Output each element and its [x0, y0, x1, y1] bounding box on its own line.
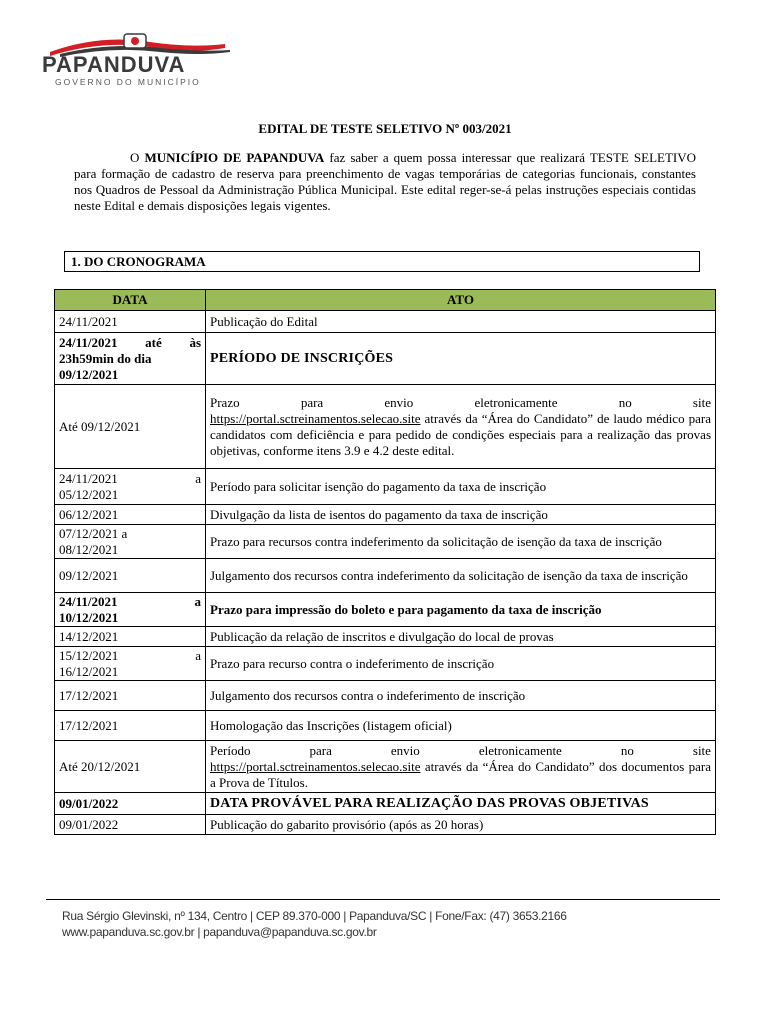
date-at: às	[189, 334, 201, 350]
table-row	[55, 627, 716, 647]
act-word: envio	[384, 394, 414, 410]
footer-divider	[46, 899, 720, 900]
act-word: eletronicamente	[478, 742, 562, 758]
row-date: Até 20/12/2021	[55, 741, 206, 793]
act-word: envio	[390, 742, 420, 758]
act-word: no	[620, 742, 634, 758]
table-row	[55, 525, 716, 559]
document-title: EDITAL DE TESTE SELETIVO Nº 003/2021	[258, 121, 512, 136]
logo-name: PAPANDUVA	[42, 52, 186, 77]
table-row	[55, 681, 716, 711]
date-end: 16/12/2021	[59, 663, 119, 679]
footer-address: Rua Sérgio Glevinski, nº 134, Centro | CEP 89.370-000 | Papanduva/SC | Fone/Fax: (47) 3653.2166	[62, 909, 567, 923]
row-date: 17/12/2021	[55, 711, 206, 741]
row-act: Publicação do gabarito provisório (após as 20 horas)	[206, 815, 716, 835]
row-act: Prazo para recursos contra indeferimento da solicitação de isenção da taxa de inscrição	[206, 525, 716, 559]
header-date: DATA	[55, 290, 206, 311]
act-word: para	[300, 394, 324, 410]
portal-link[interactable]: https://portal.sctreinamentos.selecao.site	[210, 758, 421, 774]
date-end: 08/12/2021	[59, 541, 119, 557]
date-start: 15/12/2021	[59, 647, 119, 663]
act-rest: através da “Área do Candidato” de laudo médico para candidatos com deficiência e para pedido de condições especiais para a realização das provas objetivas, conforme itens 3.9 e 4.2 deste edital.	[210, 410, 711, 458]
papanduva-logo	[40, 30, 235, 90]
footer	[62, 908, 567, 940]
date-start: 24/11/2021	[59, 593, 118, 609]
row-date	[55, 593, 206, 627]
intro-lead: O	[130, 150, 145, 165]
table-row	[55, 559, 716, 593]
date-start: 24/11/2021	[59, 334, 118, 350]
act-word: no	[618, 394, 632, 410]
table-row	[55, 793, 716, 815]
act-word: eletronicamente	[474, 394, 558, 410]
table-row	[55, 741, 716, 793]
section-title: 1. DO CRONOGRAMA	[64, 251, 700, 272]
date-sep: a	[195, 470, 201, 486]
act-word: site	[692, 394, 711, 410]
table-row	[55, 385, 716, 469]
intro-municipio: MUNICÍPIO DE PAPANDUVA	[144, 150, 325, 165]
date-end: 05/12/2021	[59, 486, 119, 502]
row-act: Divulgação da lista de isentos do pagamento da taxa de inscrição	[206, 505, 716, 525]
schedule-table	[54, 289, 716, 835]
table-row	[55, 333, 716, 385]
row-act	[206, 385, 716, 469]
portal-link[interactable]: https://portal.sctreinamentos.selecao.site	[210, 410, 421, 426]
date-sep: a	[194, 593, 201, 609]
row-act: Prazo para impressão do boleto e para pagamento da taxa de inscrição	[206, 593, 716, 627]
act-word: para	[309, 742, 332, 758]
row-act: Publicação do Edital	[206, 311, 716, 333]
row-date: 09/12/2021	[55, 559, 206, 593]
table-row	[55, 505, 716, 525]
row-act: Julgamento dos recursos contra o indeferimento de inscrição	[206, 681, 716, 711]
date-sep: a	[195, 647, 201, 663]
table-row	[55, 593, 716, 627]
footer-contact: www.papanduva.sc.gov.br | papanduva@papanduva.sc.gov.br	[62, 925, 377, 939]
row-act: Homologação das Inscrições (listagem oficial)	[206, 711, 716, 741]
act-word: Prazo	[210, 394, 240, 410]
date-time: 23h59min do dia	[59, 350, 152, 366]
row-date	[55, 525, 206, 559]
logo-subtitle: GOVERNO DO MUNICÍPIO	[55, 77, 201, 87]
row-date: 06/12/2021	[55, 505, 206, 525]
row-act: Prazo para recurso contra o indeferimento de inscrição	[206, 647, 716, 681]
row-act: Publicação da relação de inscritos e divulgação do local de provas	[206, 627, 716, 647]
row-act: PERÍODO DE INSCRIÇÕES	[206, 333, 716, 385]
row-date	[55, 647, 206, 681]
act-rest: através da “Área do Candidato” dos documentos para a Prova de Títulos.	[210, 758, 711, 790]
table-row	[55, 711, 716, 741]
row-act: DATA PROVÁVEL PARA REALIZAÇÃO DAS PROVAS OBJETIVAS	[206, 793, 716, 815]
header-act: ATO	[206, 290, 716, 311]
table-row	[55, 647, 716, 681]
table-row	[55, 311, 716, 333]
row-date: Até 09/12/2021	[55, 385, 206, 469]
row-act: Período para solicitar isenção do pagamento da taxa de inscrição	[206, 469, 716, 505]
row-date: 14/12/2021	[55, 627, 206, 647]
row-date: 09/01/2022	[55, 815, 206, 835]
date-start: 24/11/2021	[59, 470, 118, 486]
table-header-row	[55, 290, 716, 311]
row-date	[55, 333, 206, 385]
date-until: até	[145, 334, 162, 350]
intro-text: faz saber a quem possa interessar que realizará TESTE SELETIVO para formação de cadastro de reserva para preenchimento de vagas temporárias de categorias funcionais, constantes nos Quadros de Pessoal da Administração Pública Municipal. Este edital reger-se-á pelas instruções especiais contidas neste Edital e demais disposições legais vigentes.	[74, 150, 697, 213]
date-start: 07/12/2021 a	[59, 525, 128, 541]
table-row	[55, 815, 716, 835]
row-date: 24/11/2021	[55, 311, 206, 333]
table-row	[55, 469, 716, 505]
row-act	[206, 741, 716, 793]
row-date	[55, 469, 206, 505]
row-act: Julgamento dos recursos contra indeferimento da solicitação de isenção da taxa de inscrição	[206, 559, 716, 593]
date-end: 09/12/2021	[59, 366, 119, 382]
act-word: site	[692, 742, 711, 758]
row-date: 09/01/2022	[55, 793, 206, 815]
row-date: 17/12/2021	[55, 681, 206, 711]
date-end: 10/12/2021	[59, 609, 119, 625]
intro-paragraph	[74, 150, 696, 214]
act-word: Período	[210, 742, 251, 758]
